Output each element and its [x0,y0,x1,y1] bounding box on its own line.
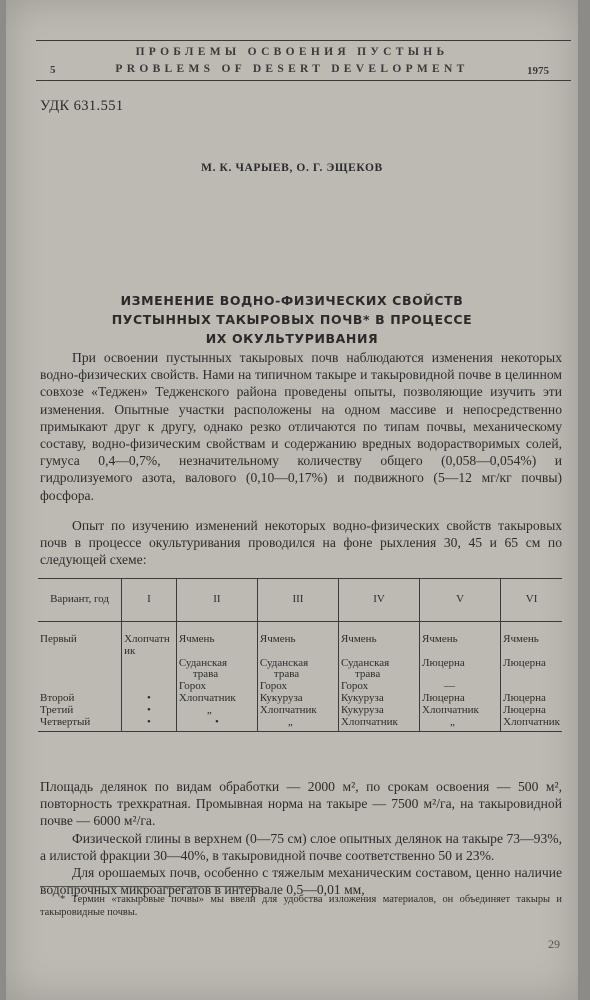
table-cell [501,622,562,693]
cell-text [179,646,255,658]
year-cell: Второй [40,691,75,704]
table-cell: „ [420,717,501,732]
table-row [38,693,562,705]
table-cell [257,622,338,693]
body-paragraph-5: Для орошаемых почв, особенно с тяжелым механическим составом, ценно наличие водопрочных микроагрегатов в интервале 0,5—0,01 мм, [40,865,562,898]
table-cell: Кукуруза [338,693,419,705]
cell-text: Ячмень [259,633,296,645]
header-bottom-rule [36,80,571,81]
cell-text: Ячмень [503,633,539,645]
journal-title-ru: ПРОБЛЕМЫ ОСВОЕНИЯ ПУСТЫНЬ [135,46,449,58]
table-cell: Хлопчатник [176,693,257,705]
cell-text: Суданская [259,656,309,669]
table-cell: „ [257,717,338,732]
cell-text: трава [273,668,300,681]
cell-text: Люцерна [503,656,546,669]
document-page [6,0,578,1000]
cell-text: Хлопчатник [124,633,170,657]
udk-code: УДК 631.551 [40,98,124,114]
table-cell: • [122,705,177,717]
variant-header: VI [501,579,562,622]
page-number: 29 [548,937,560,951]
cell-text: Ячмень [340,633,377,645]
cell-text [422,669,498,681]
year-cell: Третий [40,703,74,716]
journal-title-en: PROBLEMS OF DESERT DEVELOPMENT [115,63,469,75]
authors: М. К. ЧАРЫЕВ, О. Г. ЭЩЕКОВ [201,162,383,174]
table-cell: Кукуруза [338,705,419,717]
table-cell: „ [176,705,257,717]
cell-text: Горох [259,680,288,693]
table-cell: • [122,693,177,705]
cell-text [422,646,498,658]
article-title-line-1: ИЗМЕНЕНИЕ ВОДНО-ФИЗИЧЕСКИХ СВОЙСТВ [120,293,464,308]
table-cell: • [122,717,177,732]
table-cell: Хлопчатник [338,717,419,732]
footnote: * Термин «такыровые почвы» мы ввели для удобства изложения материалов, он объединяет такыры и такыровидные почвы. [40,894,562,919]
table-cell [176,622,257,693]
header-top-rule [36,40,571,41]
variant-header: V [420,579,501,622]
year-cell: Четвертый [38,717,122,732]
table-header-row [38,579,562,622]
table-row [38,717,562,732]
article-title-line-3: ИХ ОКУЛЬТУРИВАНИЯ [205,331,379,346]
table-cell: Хлопчатник [420,705,501,717]
issue-number: 5 [50,64,56,76]
body-paragraph-1: При освоении пустынных такыровых почв наблюдаются изменения некоторых водно-физических свойств. Нами на типичном такыре и такыровидной почве в целинном совхозе «Теджен» Тедженского района проведены опыты, позволяющие изучить эти изменения. Опытные участки расположены на одном массиве и непосредственно примыкают друг к другу, однако резко отличаются по типам почвы, механическому составу, водно-физическим свойствам и содержанию вредных водорастворимых солей, гумуса 0,4—0,7%, незначительному количеству общего (0,058—0,054%) и гидролизуемого азота, валового (0,10—0,17%) и подвижного (5—12 мг/кг почвы) фосфора. [40,350,562,503]
body-paragraph-2: Опыт по изучению изменений некоторых водно-физических свойств такыровых почв в процессе окультуривания проводился на фоне рыхления 30, 45 и 65 см по следующей схеме: [40,518,562,568]
variant-header: II [176,579,257,622]
cell-text [503,646,560,658]
cell-text: трава [192,668,219,681]
table-cell: Хлопчатник [501,717,562,732]
article-title-line-2: ПУСТЫННЫХ ТАКЫРОВЫХ ПОЧВ* В ПРОЦЕССЕ [111,312,473,327]
table-row [38,705,562,717]
variant-header: IV [338,579,419,622]
variant-header: I [122,579,177,622]
cell-text: Люцерна [422,656,465,669]
table-corner-header: Вариант, год [38,579,122,622]
table-row [38,622,562,693]
cell-text: — [444,680,456,693]
variant-header: III [257,579,338,622]
cell-text [260,646,336,658]
cell-text: Горох [340,680,369,693]
table-cell: Люцерна [501,705,562,717]
cell-text: Ячмень [422,633,458,645]
table-cell: Кукуруза [257,693,338,705]
table-cell: Люцерна [420,693,501,705]
table-cell: Люцерна [501,693,562,705]
body-paragraph-3: Площадь делянок по видам обработки — 2000 м², по срокам освоения — 500 м², повторность трехкратная. Промывная норма на такыре — 7500 м²/га, на такыровидной почве — 6000 м²/га. [40,779,562,829]
crop-rotation-table [38,578,562,732]
table-cell [122,622,177,693]
cell-text: Суданская [178,656,228,669]
table-cell: Хлопчатник [257,705,338,717]
issue-year: 1975 [527,65,549,77]
table-cell [338,622,419,693]
cell-text: Суданская [340,656,390,669]
body-paragraph-4: Физической глины в верхнем (0—75 см) слое опытных делянок на такыре 73—93%, а илистой фракции 30—40%, в такыровидной почве соответственно 50 и 23%. [40,831,562,864]
table-cell [420,622,501,693]
table-cell: • [176,717,257,732]
cell-text: Горох [178,680,206,693]
year-cell: Первый [40,633,77,645]
cell-text [341,646,417,658]
cell-text: Ячмень [178,633,215,645]
cell-text: трава [354,668,381,681]
